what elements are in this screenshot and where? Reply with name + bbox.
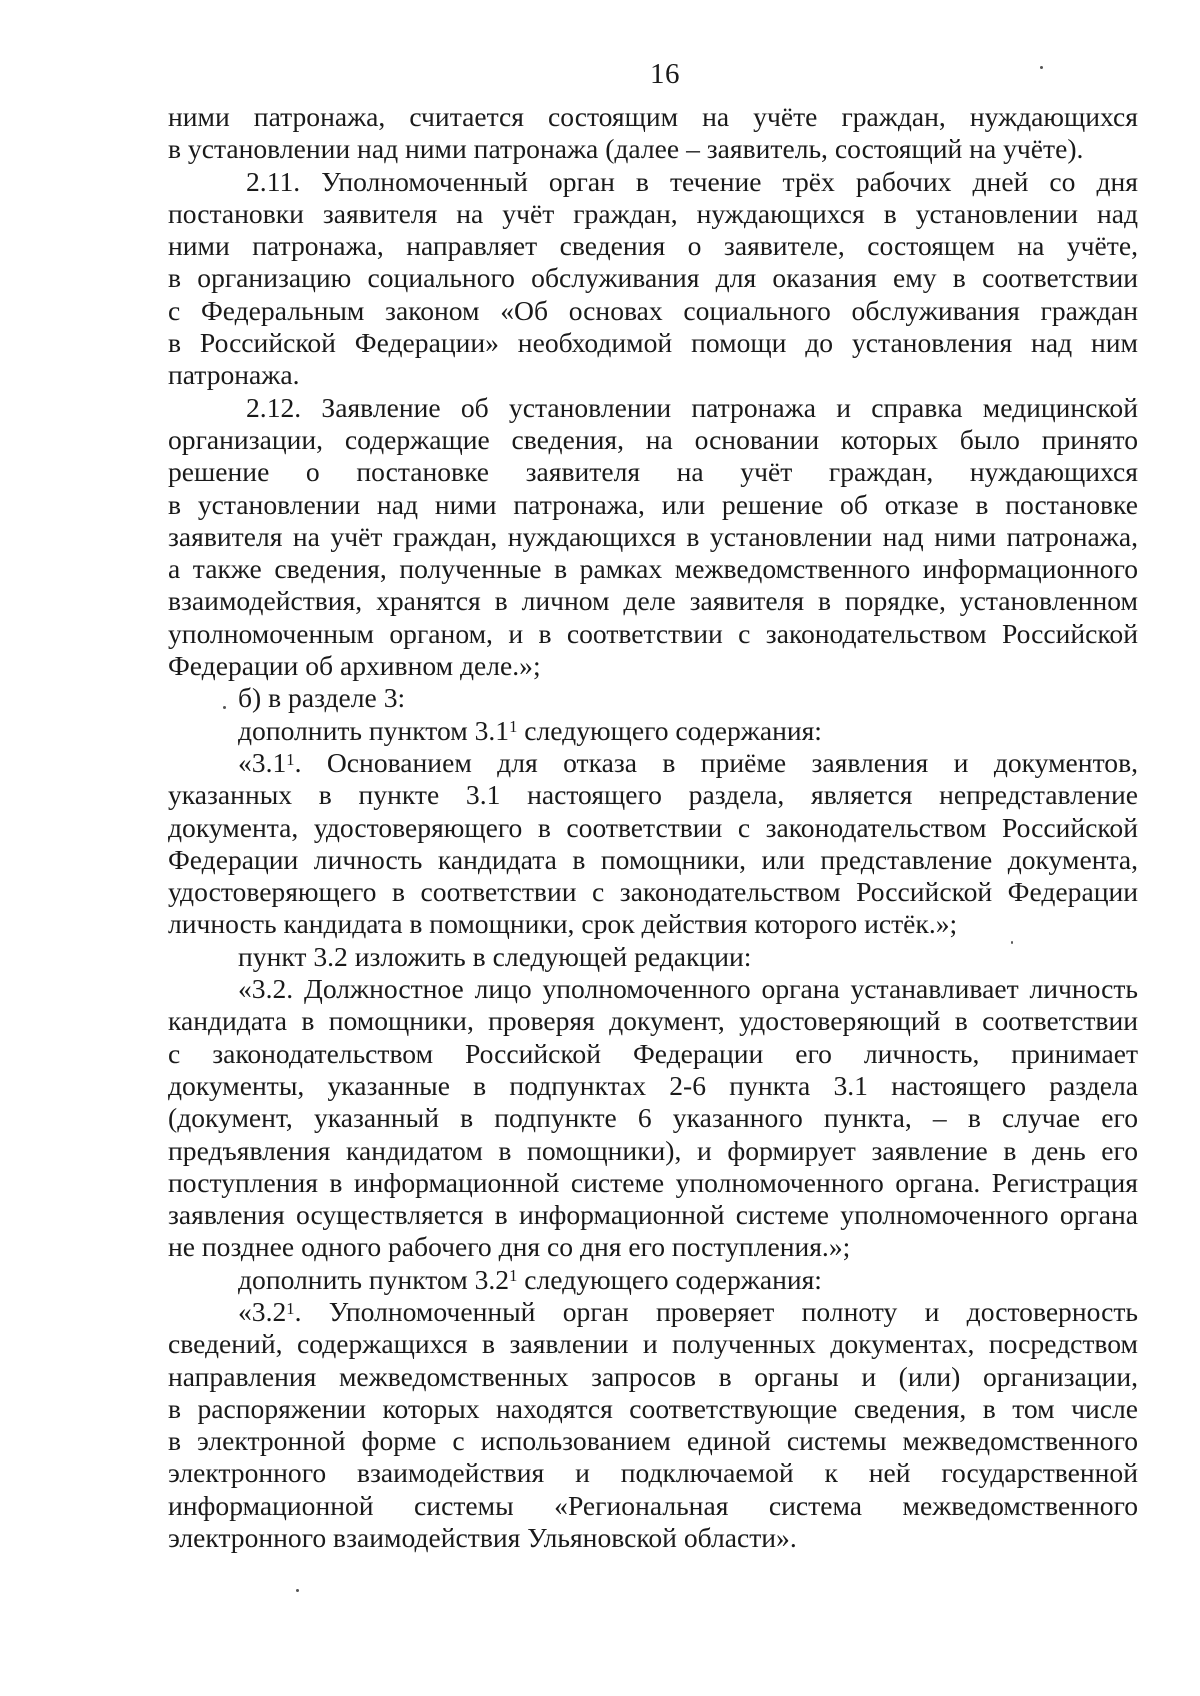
text-line (168, 812, 1138, 844)
line-text: информационной системы «Региональная система межведомственного (168, 1489, 1138, 1521)
line-text: электронного взаимодействия Ульяновской области». (168, 1522, 797, 1554)
line-text: Федерации личность кандидата в помощники, или представление документа, (168, 843, 1138, 875)
text-line (168, 166, 1138, 198)
text-line (168, 973, 1138, 1005)
line-text: личность кандидата в помощники, срок действия которого истёк.»; (168, 908, 958, 940)
scan-speck (1011, 941, 1013, 944)
text-line (168, 1296, 1138, 1328)
text-line (168, 650, 1138, 682)
superscript: 1 (286, 1298, 295, 1318)
line-text: в распоряжении которых находятся соответствующие сведения, в том числе (168, 1392, 1138, 1424)
line-text: «3.2 (238, 1295, 287, 1327)
line-text: документа, удостоверяющего в соответствии с законодательством Российской (168, 811, 1138, 843)
line-text: патронажа. (168, 359, 300, 391)
line-text: документы, указанные в подпунктах 2-6 пункта 3.1 настоящего раздела (168, 1069, 1138, 1101)
text-line (168, 1361, 1138, 1393)
line-text: в электронной форме с использованием единой системы межведомственного (168, 1425, 1138, 1457)
line-text: с законодательством Российской Федерации его личность, принимает (168, 1037, 1138, 1069)
line-text: предъявления кандидатом в помощники), и формирует заявление в день его (168, 1134, 1138, 1166)
text-line (168, 876, 1138, 908)
text-line (168, 262, 1138, 294)
text-line (168, 844, 1138, 876)
line-text: электронного взаимодействия и подключаемой к ней государственной (168, 1457, 1138, 1489)
line-text: (документ, указанный в подпункте 6 указанного пункта, – в случае его (168, 1102, 1138, 1134)
scan-speck (223, 706, 226, 709)
text-line (168, 618, 1138, 650)
text-line (168, 1425, 1138, 1457)
text-line (168, 1005, 1138, 1037)
text-line (168, 715, 1138, 747)
text-line (168, 908, 1138, 940)
scan-speck (1040, 66, 1043, 69)
text-line (168, 682, 1138, 714)
text-line (168, 1038, 1138, 1070)
line-text: дополнить пунктом 3.1 (238, 714, 510, 746)
line-text: заявления осуществляется в информационной системе уполномоченного органа (168, 1199, 1138, 1231)
line-text: ними патронажа, направляет сведения о заявителе, состоящем на учёте, (168, 230, 1138, 262)
text-line (168, 1490, 1138, 1522)
line-text: решение о постановке заявителя на учёт граждан, нуждающихся (168, 456, 1138, 488)
text-line (168, 133, 1138, 165)
text-line (168, 456, 1138, 488)
text-line (168, 1231, 1138, 1263)
line-text: «3.2. Должностное лицо уполномоченного органа устанавливает личность (238, 973, 1138, 1005)
text-line (168, 1457, 1138, 1489)
line-text: не позднее одного рабочего дня со дня его поступления.»; (168, 1231, 851, 1263)
document-body (168, 101, 1138, 1554)
page-number: 16 (650, 58, 680, 90)
line-text: поступления в информационной системе уполномоченного органа. Регистрация (168, 1166, 1138, 1198)
line-text: с Федеральным законом «Об основах социального обслуживания граждан (168, 294, 1138, 326)
text-line (168, 327, 1138, 359)
line-text-continuation: следующего содержания: (517, 1263, 822, 1295)
text-line (168, 747, 1138, 779)
line-text-continuation: . Уполномоченный орган проверяет полноту и достоверность (294, 1295, 1138, 1327)
text-line (168, 1393, 1138, 1425)
line-text: пункт 3.2 изложить в следующей редакции: (238, 940, 752, 972)
line-text-continuation: следующего содержания: (517, 714, 822, 746)
superscript: 1 (286, 749, 295, 769)
line-text: б) в разделе 3: (238, 682, 406, 714)
line-text: заявителя на учёт граждан, нуждающихся в установлении над ними патронажа, (168, 520, 1138, 552)
line-text: ними патронажа, считается состоящим на учёте граждан, нуждающихся (168, 101, 1138, 132)
line-text-continuation: . Основанием для отказа в приёме заявления и документов, (294, 746, 1138, 778)
line-text: кандидата в помощники, проверяя документ, удостоверяющий в соответствии (168, 1005, 1138, 1037)
line-text: сведений, содержащихся в заявлении и полученных документах, посредством (168, 1328, 1138, 1360)
text-line (168, 489, 1138, 521)
text-line (168, 779, 1138, 811)
superscript: 1 (509, 1266, 518, 1286)
text-line (168, 1522, 1138, 1554)
scan-speck (296, 1589, 299, 1592)
line-text: взаимодействия, хранятся в личном деле заявителя в порядке, установленном (168, 585, 1138, 617)
text-line (168, 1167, 1138, 1199)
text-line (168, 553, 1138, 585)
text-line (168, 1102, 1138, 1134)
text-line (168, 1199, 1138, 1231)
text-line (168, 941, 1138, 973)
line-text: а также сведения, полученные в рамках межведомственного информационного (168, 553, 1138, 585)
line-text: удостоверяющего в соответствии с законодательством Российской Федерации (168, 876, 1138, 908)
text-line (168, 101, 1138, 133)
line-text: 2.11. Уполномоченный орган в течение трёх рабочих дней со дня (246, 165, 1138, 197)
line-text: Федерации об архивном деле.»; (168, 650, 541, 682)
line-text: в организацию социального обслуживания для оказания ему в соответствии (168, 262, 1138, 294)
line-text: в установлении над ними патронажа (далее – заявитель, состоящий на учёте). (168, 133, 1084, 165)
line-text: в установлении над ними патронажа, или решение об отказе в постановке (168, 488, 1138, 520)
line-text: дополнить пунктом 3.2 (238, 1263, 510, 1295)
text-line (168, 1070, 1138, 1102)
line-text: организации, содержащие сведения, на основании которых было принято (168, 423, 1138, 455)
line-text: уполномоченным органом, и в соответствии с законодательством Российской (168, 617, 1138, 649)
text-line (168, 424, 1138, 456)
text-line (168, 585, 1138, 617)
line-text: в Российской Федерации» необходимой помощи до установления над ним (168, 327, 1138, 359)
text-line (168, 1264, 1138, 1296)
line-text: направления межведомственных запросов в органы и (или) организации, (168, 1360, 1138, 1392)
text-line (168, 521, 1138, 553)
text-line (168, 392, 1138, 424)
text-line (168, 359, 1138, 391)
text-line (168, 198, 1138, 230)
line-text: указанных в пункте 3.1 настоящего раздела, является непредставление (168, 779, 1138, 811)
text-line (168, 1135, 1138, 1167)
text-line (168, 1328, 1138, 1360)
line-text: 2.12. Заявление об установлении патронажа и справка медицинской (246, 391, 1138, 423)
text-line (168, 295, 1138, 327)
superscript: 1 (509, 717, 518, 737)
text-line (168, 230, 1138, 262)
line-text: постановки заявителя на учёт граждан, нуждающихся в установлении над (168, 197, 1138, 229)
line-text: «3.1 (238, 746, 287, 778)
